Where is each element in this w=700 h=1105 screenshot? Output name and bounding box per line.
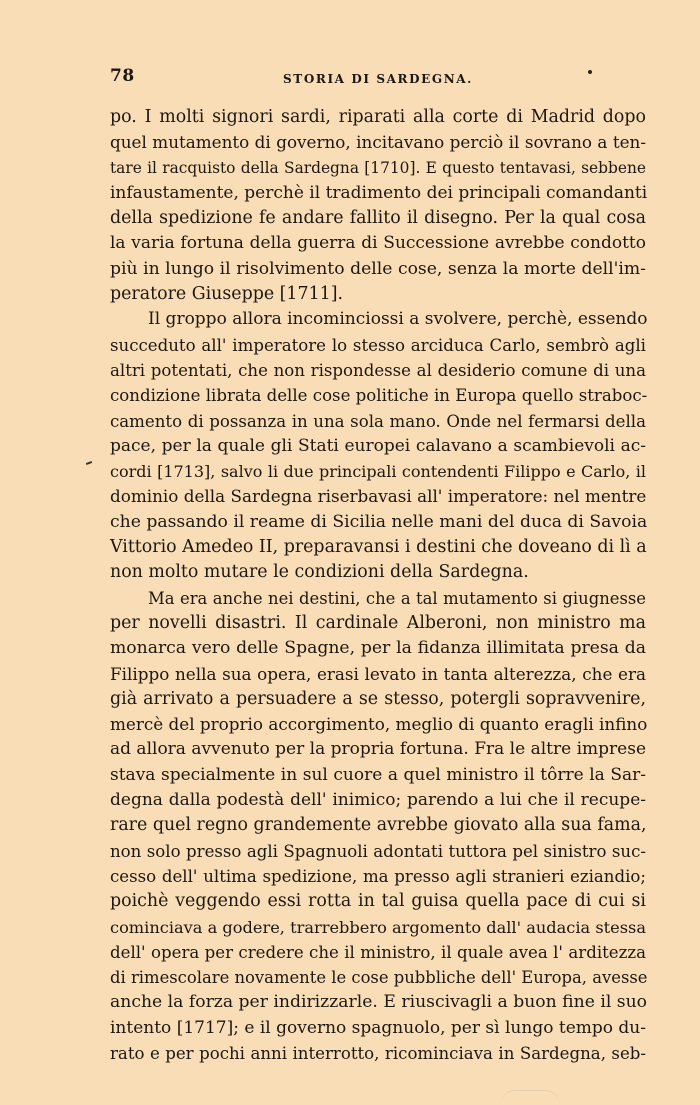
text-line: anche la forza per indirizzarle. E riuscivagli a buon fine il suo xyxy=(110,992,648,1013)
text-line: non solo presso agli Spagnuoli adontati tuttora pel sinistro suc- xyxy=(110,841,646,861)
text-line: Vittorio Amedeo II, preparavansi i destini che doveano di lì a xyxy=(110,537,647,558)
text-line: mercè del proprio accorgimento, meglio di quanto eragli infino xyxy=(110,714,648,735)
text-line: dominio della Sardegna riserbavasi all' imperatore: nel mentre xyxy=(110,486,647,507)
text-line: peratore Giuseppe [1711]. xyxy=(110,284,344,305)
ink-dot xyxy=(588,70,592,74)
text-line: rare quel regno grandemente avrebbe giovato alla sua fama, xyxy=(110,815,647,836)
text-line: ad allora avvenuto per la propria fortuna. Fra le altre imprese xyxy=(110,739,646,760)
text-line: infaustamente, perchè il tradimento dei principali comandanti xyxy=(110,182,648,203)
body-text xyxy=(110,105,646,1066)
text-line: quel mutamento di governo, incitavano perciò il sovrano a ten- xyxy=(110,132,646,153)
text-line: non molto mutare le condizioni della Sardegna. xyxy=(110,562,529,583)
text-line: la varia fortuna della guerra di Successione avrebbe condotto xyxy=(110,233,646,254)
text-line: altri potentati, che non rispondesse al desiderio comune di una xyxy=(110,360,646,380)
page-number: 78 xyxy=(110,66,135,86)
text-line: rato e per pochi anni interrotto, ricominciava in Sardegna, seb- xyxy=(110,1043,646,1063)
running-title: STORIA DI SARDEGNA. xyxy=(283,72,473,86)
text-line: poichè veggendo essi rotta in tal guisa quella pace di cui si xyxy=(110,891,646,912)
text-line: cordi [1713], salvo li due principali contendenti Filippo e Carlo, il xyxy=(110,462,646,482)
page-header xyxy=(110,66,646,96)
text-line: Filippo nella sua opera, erasi levato in tanta alterezza, che era xyxy=(110,663,646,684)
text-line: stava specialmente in sul cuore a quel ministro il tôrre la Sar- xyxy=(110,764,646,785)
text-line: succeduto all' imperatore lo stesso arciduca Carlo, sembrò agli xyxy=(110,335,646,355)
text-line: della spedizione fe andare fallito il disegno. Per la qual cosa xyxy=(110,208,646,229)
text-line: per novelli disastri. Il cardinale Alberoni, non ministro ma xyxy=(110,612,646,633)
scan-edge-mark xyxy=(500,1090,560,1105)
text-line: di rimescolare novamente le cose pubbliche dell' Europa, avesse xyxy=(110,968,648,988)
text-line: po. I molti signori sardi, riparati alla corte di Madrid dopo xyxy=(110,107,646,127)
text-line: cesso dell' ultima spedizione, ma presso agli stranieri eziandio; xyxy=(110,866,646,886)
text-line: cominciava a godere, trarrebbero argomento dall' audacia stessa xyxy=(110,917,646,937)
paragraph-first-line: Ma era anche nei destini, che a tal mutamento si giugnesse xyxy=(148,588,646,608)
text-line: che passando il reame di Sicilia nelle mani del duca di Savoia xyxy=(110,511,648,532)
text-line: dell' opera per credere che il ministro, il quale avea l' arditezza xyxy=(110,942,646,962)
text-line: già arrivato a persuadere a se stesso, potergli sopravvenire, xyxy=(110,688,646,709)
margin-mark xyxy=(86,461,92,465)
text-line: pace, per la quale gli Stati europei calavano a scambievoli ac- xyxy=(110,435,646,456)
text-line: tare il racquisto della Sardegna [1710]. E questo tentavasi, sebbene xyxy=(110,158,646,177)
text-line: più in lungo il risolvimento delle cose, senza la morte dell'im- xyxy=(110,258,646,279)
text-line: monarca vero delle Spagne, per la fidanza illimitata presa da xyxy=(110,638,646,659)
text-line: intento [1717]; e il governo spagnuolo, per sì lungo tempo du- xyxy=(110,1017,646,1038)
text-line: degna dalla podestà dell' inimico; parendo a lui che il recupe- xyxy=(110,790,646,811)
text-line: condizione librata delle cose politiche in Europa quello straboc- xyxy=(110,386,648,406)
paragraph-first-line: Il groppo allora incominciossi a svolvere, perchè, essendo xyxy=(148,309,648,330)
text-line: camento di possanza in una sola mano. Onde nel fermarsi della xyxy=(110,411,646,431)
